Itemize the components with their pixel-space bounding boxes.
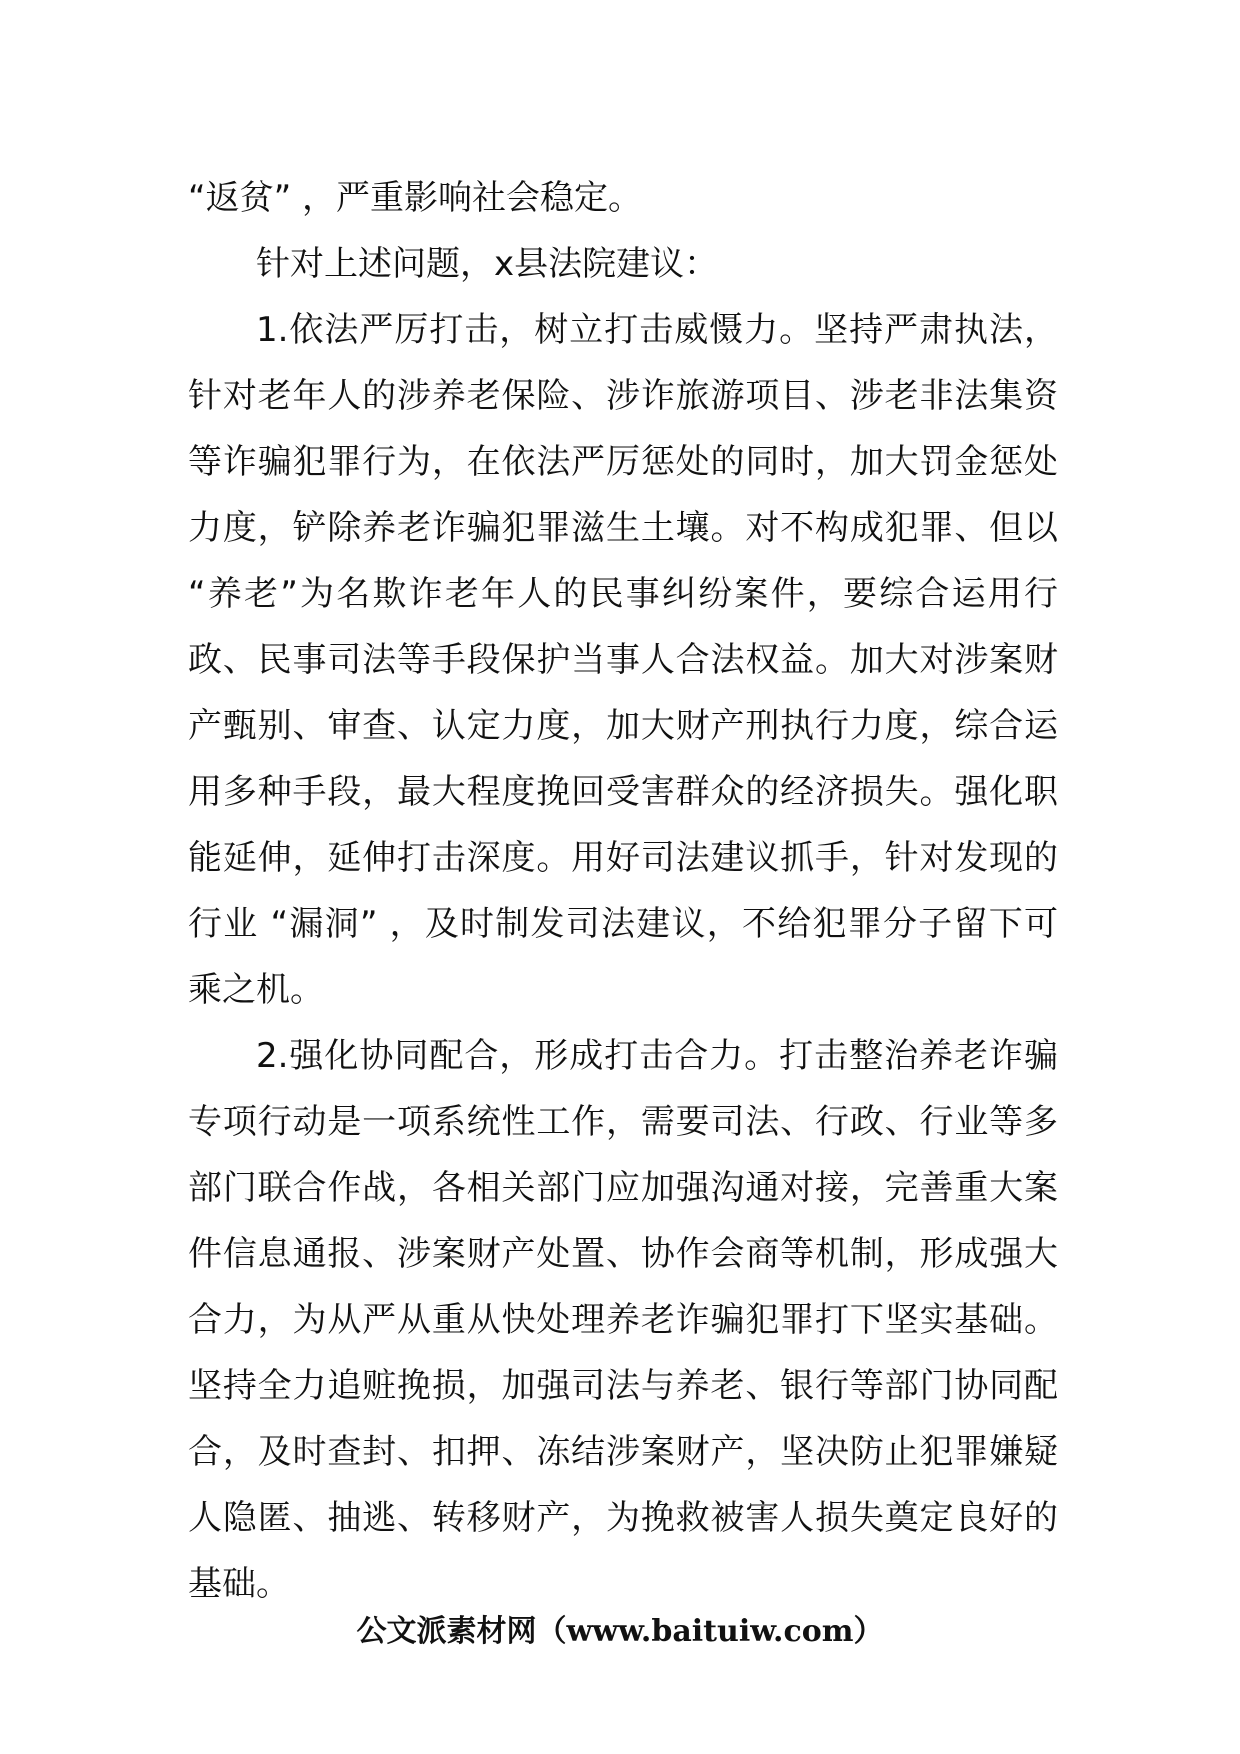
paragraph-continuation: “返贫” ，严重影响社会稳定。 [188,178,643,218]
footer-source-line: 公文派素材网（www.baituiw.com） [356,1614,884,1649]
document-body [188,165,1058,1617]
paragraph-suggestion-2: 2.强化协同配合，形成打击合力。打击整治养老诈骗专项行动是一项系统性工作，需要司法、行政、行业等多部门联合作战，各相关部门应加强沟通对接，完善重大案件信息通报、涉案财产处置、协作会商等机制，形成强大合力，为从严从重从快处理养老诈骗犯罪打下坚实基础。坚持全力追赃挽损，加强司法与养老、银行等部门协同配合，及时查封、扣押、冻结涉案财产，坚决防止犯罪嫌疑人隐匿、抽逃、转移财产，为挽救被害人损失奠定良好的基础。 [188,1036,1058,1604]
paragraph-suggestion-intro: 针对上述问题，x县法院建议： [256,244,719,284]
paragraph-suggestion-1: 1.依法严厉打击，树立打击威慑力。坚持严肃执法，针对老年人的涉养老保险、涉诈旅游项目、涉老非法集资等诈骗犯罪行为，在依法严厉惩处的同时，加大罚金惩处力度，铲除养老诈骗犯罪滋生土壤。对不构成犯罪、但以 “养老”为名欺诈老年人的民事纠纷案件，要综合运用行政、民事司法等手段保护当事人合法权益。加大对涉案财产甄别、审查、认定力度，加大财产刑执行力度，综合运用多种手段，最大程度挽回受害群众的经济损失。强化职能延伸，延伸打击深度。用好司法建议抓手，针对发现的行业 “漏洞” ，及时制发司法建议，不给犯罪分子留下可乘之机。 [188,310,1058,1010]
